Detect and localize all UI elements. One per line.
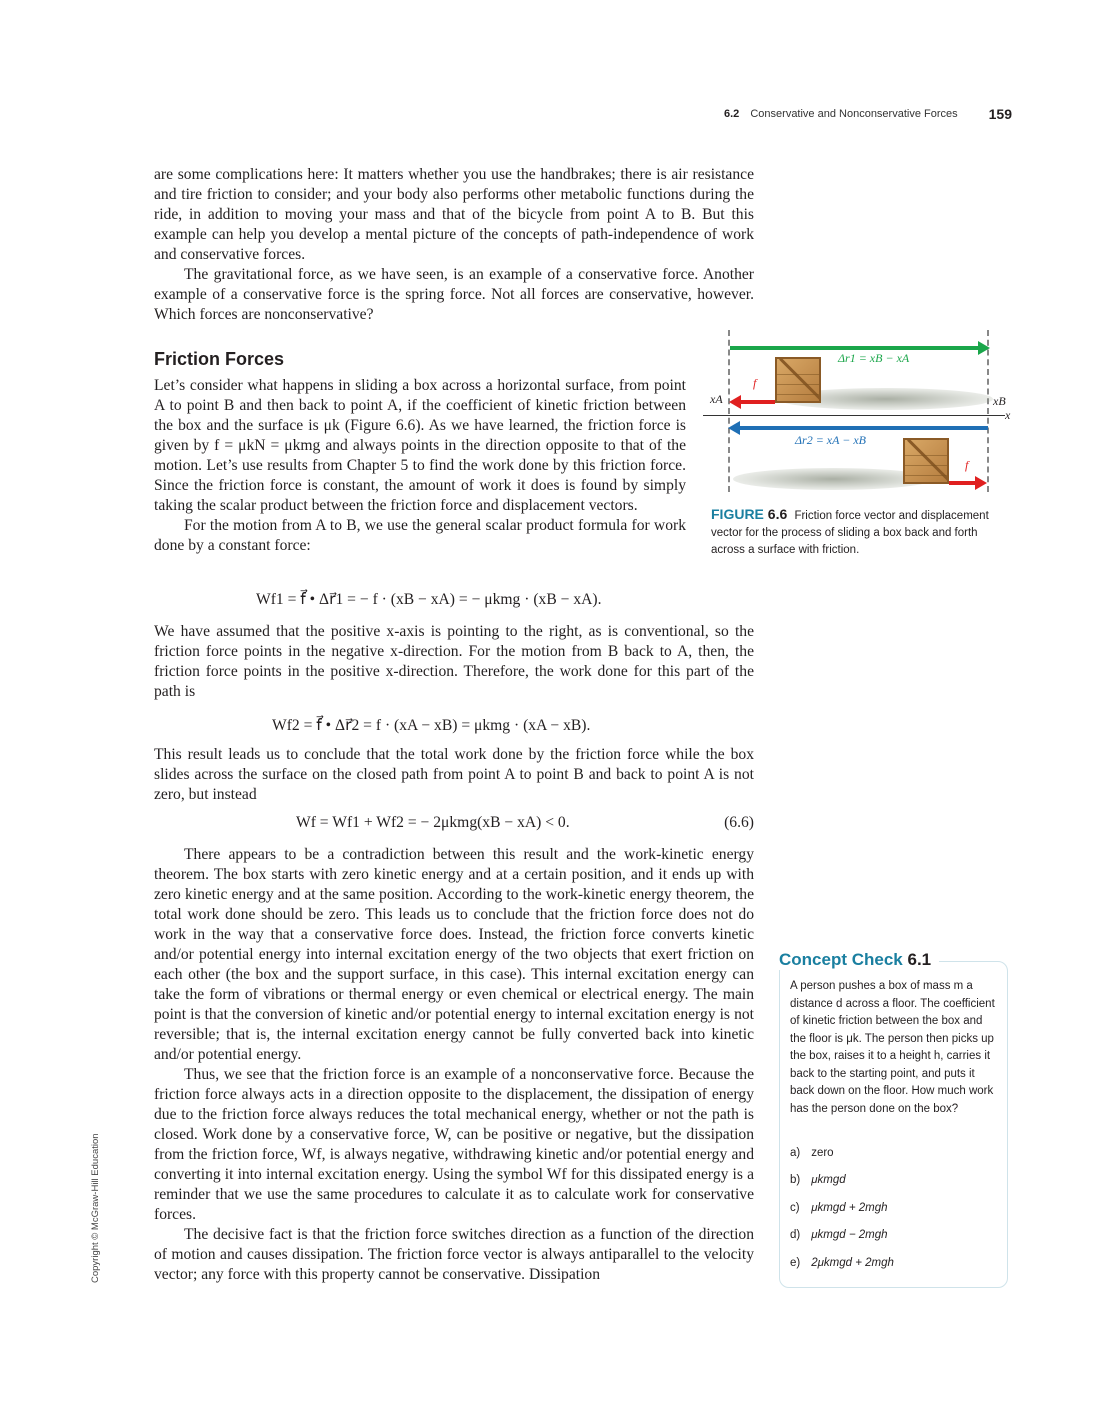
running-head — [724, 108, 1012, 120]
option-text: 2μkmgd + 2mgh — [811, 1257, 894, 1269]
concept-check-question: A person pushes a box of mass m a distance d across a floor. The coefficient of kinetic friction between the box and the floor is μk. The person then picks up the box, raises it to a height h, carries it back to the starting point, and puts it back down on the floor. How much work has the person done on the box? — [790, 980, 995, 1115]
paragraph: Thus, we see that the friction force is an example of a nonconservative force. Because the friction force always acts in a direction opposite to the displacement, the dissipation of energy due to the friction force always reduces the total mechanical energy, whether or not the path is closed. Work done by a conservative force, W, can be positive or negative, but the dissipation from the friction force, Wf, is always negative, withdrawing kinetic and/or potential energy and converting it into internal excitation energy. Using the symbol Wf for this dissipated energy is a reminder that we use the same procedures to calculate it as to calculate work for conservative forces. — [154, 1066, 754, 1223]
section-text-1 — [154, 376, 686, 556]
option-a[interactable] — [790, 1147, 834, 1159]
option-text: μkmgd − 2mgh — [811, 1229, 888, 1241]
section-text-2 — [154, 622, 754, 702]
figure-caption — [711, 506, 1011, 559]
label-xa: xA — [710, 392, 723, 406]
x-axis — [703, 415, 1005, 416]
concept-check-label: Concept Check — [779, 950, 903, 969]
paragraph: The gravitational force, as we have seen, is an example of a conservative force. Another example of a conservative force is the spring force. Not all forces are conservative, however. Which forces are nonconservative? — [154, 266, 754, 323]
friction-arrow-left — [739, 400, 775, 404]
option-text: zero — [811, 1147, 834, 1159]
box-2-icon — [903, 438, 949, 484]
option-text: μkmgd + 2mgh — [811, 1202, 888, 1214]
option-c[interactable] — [790, 1202, 888, 1214]
displacement-arrow-1 — [730, 346, 980, 350]
equation-wf1: Wf1 = f⃗ • Δr⃗1 = − f · (xB − xA) = − μkmg · (xB − xA). — [256, 591, 602, 608]
copyright-notice: Copyright © McGraw-Hill Education — [90, 1133, 101, 1283]
label-f-2: f⃗ — [965, 458, 978, 472]
concept-check-number: 6.1 — [907, 950, 932, 969]
paragraph: For the motion from A to B, we use the general scalar product formula for work done by a constant force: — [154, 517, 686, 554]
section-number: 6.2 — [724, 108, 740, 120]
caption-label: FIGURE — [711, 506, 764, 522]
option-label: a) — [790, 1147, 801, 1159]
option-label: d) — [790, 1229, 801, 1241]
page-number: 159 — [988, 106, 1012, 122]
option-e[interactable] — [790, 1257, 894, 1269]
paragraph: There appears to be a contradiction between this result and the work-kinetic energy theorem. The box starts with zero kinetic energy and at a certain position, and it ends up with zero kinetic energy and at the same position. According to the work-kinetic energy theorem, the total work done should be zero. This leads us to conclude that the friction force does not do work in the way that a conservative force does. Instead, the friction force converts kinetic and/or potential energy into internal excitation energy of the two objects that exert friction on each other (the box and the support surface, in this case). This internal excitation energy can take the form of vibrations or thermal energy or even chemical or electrical energy. The main point is that the conversion of kinetic and/or potential energy to internal excitation energy is not reversible; that is, the internal excitation energy cannot be fully converted back into kinetic and/or potential energy. — [154, 846, 754, 1063]
equation-wf2: Wf2 = f⃗ • Δr⃗2 = f · (xA − xB) = μkmg · (xA − xB). — [272, 717, 591, 734]
paragraph: This result leads us to conclude that the total work done by the friction force while the box slides across the surface on the closed path from point A to point B and back to point A is not zero, but instead — [154, 746, 754, 803]
paragraph: The decisive fact is that the friction force switches direction as a function of the direction of motion and causes dissipation. The friction force vector is always antiparallel to the velocity vector; any force with this property cannot be conservative. Dissipation — [154, 1226, 754, 1283]
option-text: μkmgd — [811, 1174, 846, 1186]
option-b[interactable] — [790, 1174, 846, 1186]
xa-dashed-line — [728, 330, 730, 492]
displacement-arrow-2 — [738, 426, 988, 430]
box-1-icon — [775, 357, 821, 403]
label-xb: xB — [993, 394, 1006, 408]
label-f-1: f⃗ — [753, 376, 766, 390]
intro-text — [154, 165, 754, 325]
paragraph: are some complications here: It matters whether you use the handbrakes; there is air resistance and tire friction to consider; and your body also performs other metabolic functions during the ride, in addition to moving your mass and that of the bicycle from point A to B. But this example can help you develop a mental picture of the concepts of path-independence of work and conservative forces. — [154, 166, 754, 263]
caption-number: 6.6 — [767, 506, 788, 522]
section-text-3 — [154, 745, 754, 805]
option-label: b) — [790, 1174, 801, 1186]
concept-check-title — [779, 950, 939, 970]
section-text-4 — [154, 845, 754, 1285]
section-heading: Friction Forces — [154, 349, 285, 369]
label-delta-r2: Δr2 = xA − xB — [795, 433, 867, 447]
option-d[interactable] — [790, 1229, 888, 1241]
paragraph: Let’s consider what happens in sliding a box across a horizontal surface, from point A to point B and then back to point A, if the coefficient of kinetic friction between the box and the surface is μk (Figure 6.6). As we have learned, the friction force is given by f = μkN = μkmg and always points in the direction opposite to that of the motion. Let’s use results from Chapter 5 to find the work done by this friction force. Since the friction force is constant, the amount of work it does is found by simply taking the scalar product between the friction force and displacement vectors. — [154, 377, 686, 514]
figure-6-6 — [703, 330, 1021, 496]
label-delta-r1: Δr1 = xB − xA — [838, 351, 910, 365]
section-title: Conservative and Nonconservative Forces — [750, 108, 958, 120]
paragraph: We have assumed that the positive x-axis is pointing to the right, as is conventional, so the friction force points in the negative x-direction. For the motion from B back to A, then, the friction force points in the positive x-direction. Therefore, the work done for this part of the path is — [154, 623, 754, 700]
equation-wf-total: Wf = Wf1 + Wf2 = − 2μkmg(xB − xA) < 0. — [296, 814, 570, 831]
caption-text: Friction force vector and displacement vector for the process of sliding a box back and forth across a surface with friction. — [711, 510, 989, 556]
option-label: e) — [790, 1257, 801, 1269]
label-x: x — [1005, 408, 1011, 422]
option-label: c) — [790, 1202, 800, 1214]
friction-arrow-right — [949, 481, 977, 485]
equation-number: (6.6) — [724, 814, 754, 831]
